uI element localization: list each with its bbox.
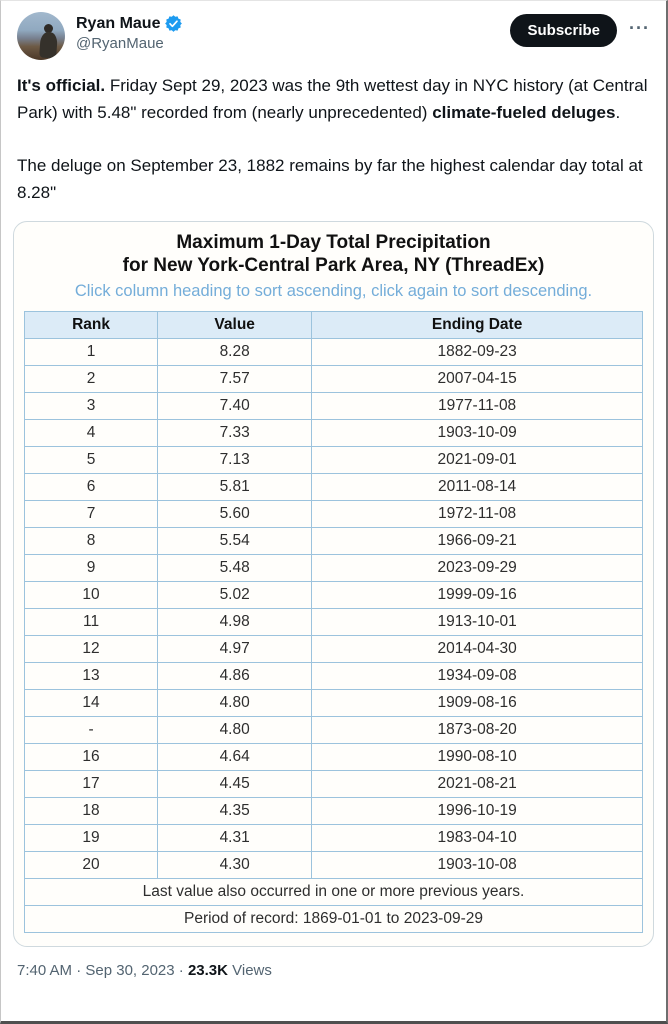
table-cell: 4.86 — [157, 663, 311, 690]
table-title — [21, 231, 646, 277]
table-footer-note: Last value also occurred in one or more previous years. — [25, 879, 643, 906]
tweet-text — [1, 64, 666, 206]
table-row — [25, 420, 643, 447]
table-cell: 1999-09-16 — [312, 582, 643, 609]
table-cell: 13 — [25, 663, 158, 690]
table-cell: 1966-09-21 — [312, 528, 643, 555]
table-cell: 4.45 — [157, 771, 311, 798]
tweet-period: . — [615, 103, 621, 122]
table-cell: 3 — [25, 393, 158, 420]
table-cell: 2014-04-30 — [312, 636, 643, 663]
precipitation-table — [24, 311, 643, 933]
table-cell: 4.31 — [157, 825, 311, 852]
table-cell: 4.97 — [157, 636, 311, 663]
table-cell: 5.48 — [157, 555, 311, 582]
table-row — [25, 501, 643, 528]
table-cell: - — [25, 717, 158, 744]
table-cell: 17 — [25, 771, 158, 798]
tweet-bold-phrase: climate-fueled deluges — [432, 103, 616, 122]
table-row — [25, 798, 643, 825]
table-period-of-record: Period of record: 1869-01-01 to 2023-09-29 — [25, 906, 643, 933]
table-cell: 5.02 — [157, 582, 311, 609]
table-cell: 4 — [25, 420, 158, 447]
views-label: Views — [227, 962, 272, 979]
tweet-post — [1, 1, 666, 979]
table-row — [25, 825, 643, 852]
table-cell: 1909-08-16 — [312, 690, 643, 717]
table-cell: 8.28 — [157, 339, 311, 366]
table-row — [25, 393, 643, 420]
table-row — [25, 339, 643, 366]
table-row — [25, 717, 643, 744]
table-cell: 2011-08-14 — [312, 474, 643, 501]
table-cell: 1903-10-08 — [312, 852, 643, 879]
table-cell: 2 — [25, 366, 158, 393]
table-title-line1: Maximum 1-Day Total Precipitation — [176, 232, 491, 253]
table-cell: 20 — [25, 852, 158, 879]
table-cell: 4.80 — [157, 717, 311, 744]
table-cell: 14 — [25, 690, 158, 717]
table-cell: 1882-09-23 — [312, 339, 643, 366]
precip-table-body — [25, 339, 643, 879]
table-cell: 7.40 — [157, 393, 311, 420]
tweet-image-table-card[interactable] — [13, 221, 654, 947]
tweet-bold-lead: It's official. — [17, 76, 106, 95]
table-cell: 2007-04-15 — [312, 366, 643, 393]
table-cell: 2021-09-01 — [312, 447, 643, 474]
post-footer — [1, 947, 666, 979]
table-cell: 5.81 — [157, 474, 311, 501]
timestamp-link[interactable]: 7:40 AM · Sep 30, 2023 · — [17, 962, 188, 979]
table-cell: 18 — [25, 798, 158, 825]
table-cell: 8 — [25, 528, 158, 555]
display-name[interactable]: Ryan Maue — [76, 14, 161, 32]
table-cell: 16 — [25, 744, 158, 771]
table-period-row — [25, 906, 643, 933]
table-row — [25, 582, 643, 609]
table-row — [25, 555, 643, 582]
table-row — [25, 663, 643, 690]
table-cell: 12 — [25, 636, 158, 663]
table-row — [25, 474, 643, 501]
user-handle[interactable]: @RyanMaue — [76, 35, 164, 52]
table-cell: 19 — [25, 825, 158, 852]
table-cell: 11 — [25, 609, 158, 636]
table-title-line2: for New York-Central Park Area, NY (ThreadEx) — [122, 255, 545, 276]
table-cell: 10 — [25, 582, 158, 609]
table-row — [25, 690, 643, 717]
table-cell: 9 — [25, 555, 158, 582]
post-header — [1, 1, 666, 64]
table-row — [25, 852, 643, 879]
table-cell: 1903-10-09 — [312, 420, 643, 447]
table-cell: 7.57 — [157, 366, 311, 393]
table-header-row — [25, 312, 643, 339]
tweet-body-text: Friday Sept 29, 2023 was the 9th wettest day in NYC history (at Central Park) with 5.48" recorded from (nearly unprecedented) — [17, 76, 648, 122]
table-row — [25, 771, 643, 798]
table-cell: 1996-10-19 — [312, 798, 643, 825]
table-row — [25, 609, 643, 636]
column-header-value: Value — [157, 312, 311, 339]
table-cell: 1873-08-20 — [312, 717, 643, 744]
table-cell: 5.60 — [157, 501, 311, 528]
table-cell: 1977-11-08 — [312, 393, 643, 420]
table-cell: 4.64 — [157, 744, 311, 771]
table-cell: 6 — [25, 474, 158, 501]
table-sort-hint: Click column heading to sort ascending, click again to sort descending. — [74, 282, 593, 300]
tweet-paragraph-1 — [17, 72, 650, 126]
table-cell: 1934-09-08 — [312, 663, 643, 690]
table-cell: 1983-04-10 — [312, 825, 643, 852]
table-row — [25, 447, 643, 474]
table-cell: 4.35 — [157, 798, 311, 825]
table-cell: 7 — [25, 501, 158, 528]
table-cell: 7.33 — [157, 420, 311, 447]
table-cell: 1972-11-08 — [312, 501, 643, 528]
table-row — [25, 744, 643, 771]
table-cell: 2023-09-29 — [312, 555, 643, 582]
table-cell: 5 — [25, 447, 158, 474]
subscribe-button[interactable]: Subscribe — [510, 14, 617, 47]
table-cell: 1990-08-10 — [312, 744, 643, 771]
table-cell: 2021-08-21 — [312, 771, 643, 798]
column-header-ending-date: Ending Date — [312, 312, 643, 339]
table-cell: 1913-10-01 — [312, 609, 643, 636]
table-cell: 1 — [25, 339, 158, 366]
table-row — [25, 366, 643, 393]
table-cell: 4.30 — [157, 852, 311, 879]
table-footer-note-row — [25, 879, 643, 906]
table-cell: 5.54 — [157, 528, 311, 555]
table-row — [25, 636, 643, 663]
user-block — [76, 12, 183, 52]
table-cell: 4.80 — [157, 690, 311, 717]
avatar[interactable] — [17, 12, 65, 60]
more-icon[interactable]: ··· — [629, 18, 650, 38]
table-cell: 4.98 — [157, 609, 311, 636]
views-count: 23.3K — [187, 962, 228, 979]
table-cell: 7.13 — [157, 447, 311, 474]
verified-icon — [164, 14, 183, 33]
table-row — [25, 528, 643, 555]
tweet-paragraph-2: The deluge on September 23, 1882 remains by far the highest calendar day total at 8.28" — [17, 156, 643, 202]
column-header-rank: Rank — [25, 312, 158, 339]
